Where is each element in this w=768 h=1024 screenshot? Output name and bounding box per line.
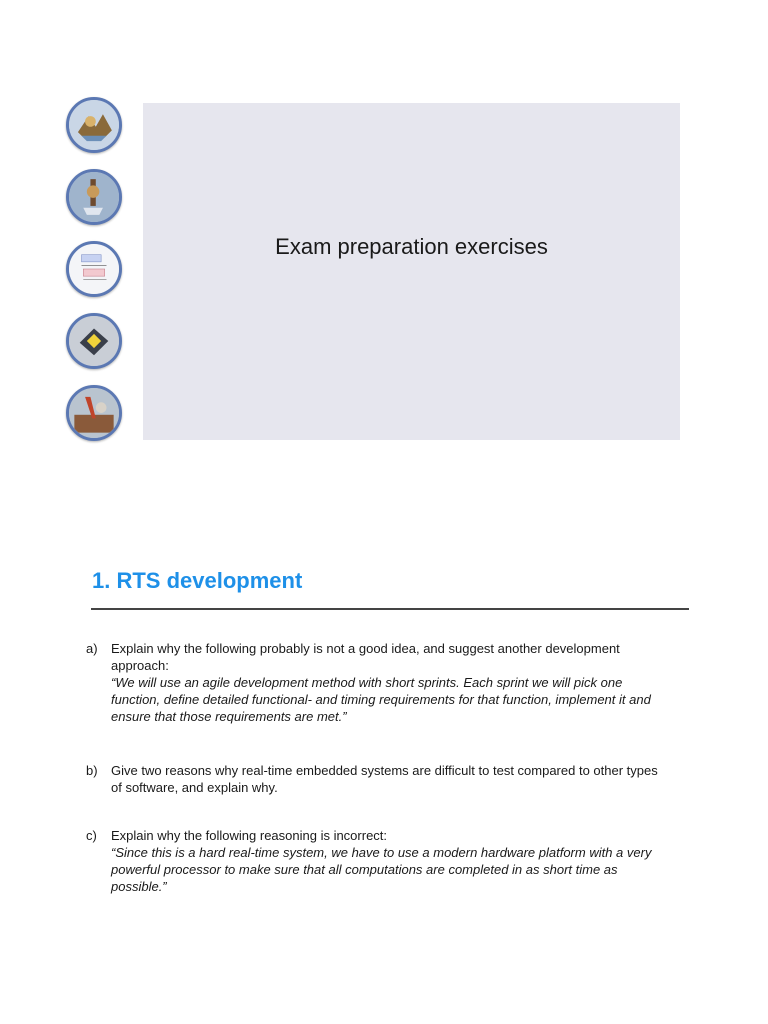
question-body: [111, 827, 671, 895]
question-text: Explain why the following probably is not a good idea, and suggest another development approach:: [111, 641, 620, 673]
section-heading: 1. RTS development: [92, 568, 303, 593]
cover-panel: [143, 103, 680, 440]
photo-badge-icon: [66, 97, 122, 153]
cover-title: Exam preparation exercises: [275, 234, 548, 259]
question-marker: c): [86, 828, 97, 843]
robot-badge-icon: [66, 169, 122, 225]
question-body: [111, 640, 671, 725]
chip-badge-icon: [66, 313, 122, 369]
lab-photo-badge-icon: [66, 385, 122, 441]
question-marker: b): [86, 763, 98, 778]
section-divider: [91, 608, 689, 610]
question-marker: a): [86, 641, 98, 656]
question-quote: “Since this is a hard real-time system, we have to use a modern hardware platform with a very powerful processor to make sure that all computations are completed in as short time as possible.”: [111, 845, 652, 894]
question-text: Give two reasons why real-time embedded systems are difficult to test compared to other types of software, and explain why.: [111, 763, 658, 795]
question-quote: “We will use an agile development method with short sprints. Each sprint we will pick one function, define detailed functional- and timing requirements for that function, implement it and ensure that those requirements are met.”: [111, 675, 651, 724]
diagram-badge-icon: [66, 241, 122, 297]
question-body: [111, 762, 671, 796]
question-text: Explain why the following reasoning is incorrect:: [111, 828, 388, 843]
